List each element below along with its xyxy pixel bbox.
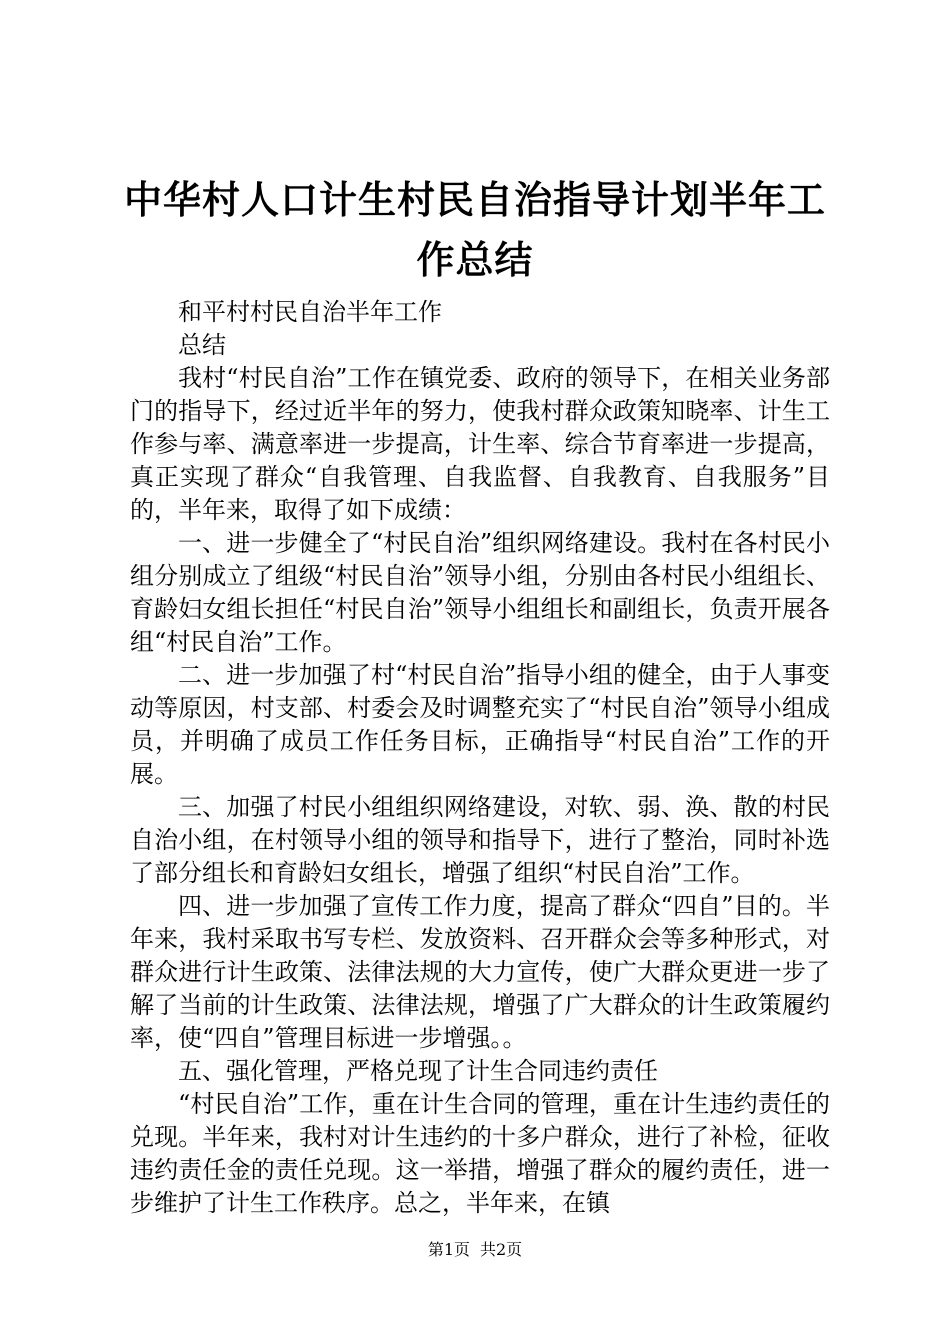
body-paragraph-intro: 我村“村民自治”工作在镇党委、政府的领导下，在相关业务部门的指导下，经过近半年的努力，使我村群众政策知晓率、计生工作参与率、满意率进一步提高，计生率、综合节育率进一步提高，真正实现了群众“自我管理、自我监督、自我教育、自我服务”目的，半年来，取得了如下成绩： <box>130 364 830 524</box>
body-paragraph-2: 二、进一步加强了村“村民自治”指导小组的健全，由于人事变动等原因，村支部、村委会及时调整充实了“村民自治”领导小组成员，并明确了成员工作任务目标，正确指导“村民自治”工作的开展。 <box>130 661 830 788</box>
page-total: 共2页 <box>480 1240 523 1259</box>
document-title: 中华村人口计生村民自治指导计划半年工作总结 <box>123 178 826 282</box>
body-paragraph-6: “村民自治”工作，重在计生合同的管理，重在计生违约责任的兑现。半年来，我村对计生违约的十多户群众，进行了补检，征收违约责任金的责任兑现。这一举措，增强了群众的履约责任，进一步维护了计生工作秩序。总之，半年来，在镇 <box>130 1090 830 1217</box>
body-paragraph-3: 三、加强了村民小组组织网络建设，对软、弱、涣、散的村民自治小组，在村领导小组的领导和指导下，进行了整治，同时补选了部分组长和育龄妇女组长，增强了组织“村民自治”工作。 <box>130 793 830 887</box>
body-paragraph-5-heading: 五、强化管理，严格兑现了计生合同违约责任 <box>178 1057 658 1085</box>
body-paragraph-4: 四、进一步加强了宣传工作力度，提高了群众“四自”目的。半年来，我村采取书写专栏、发放资料、召开群众会等多种形式，对群众进行计生政策、法律法规的大力宣传，使广大群众更进一步了解了当前的计生政策、法律法规，增强了广大群众的计生政策履约率，使“四自”管理目标进一步增强。。 <box>130 892 830 1052</box>
body-paragraph-1: 一、进一步健全了“村民自治”组织网络建设。我村在各村民小组分别成立了组级“村民自治”领导小组，分别由各村民小组组长、育龄妇女组长担任“村民自治”领导小组组长和副组长，负责开展各组“村民自治”工作。 <box>130 529 830 656</box>
document-body <box>130 296 830 1220</box>
subtitle-line-1: 和平村村民自治半年工作 <box>178 298 442 326</box>
subtitle-line-2: 总结 <box>178 331 226 359</box>
page-number: 第1页 <box>427 1240 470 1259</box>
page-footer <box>0 1240 950 1260</box>
